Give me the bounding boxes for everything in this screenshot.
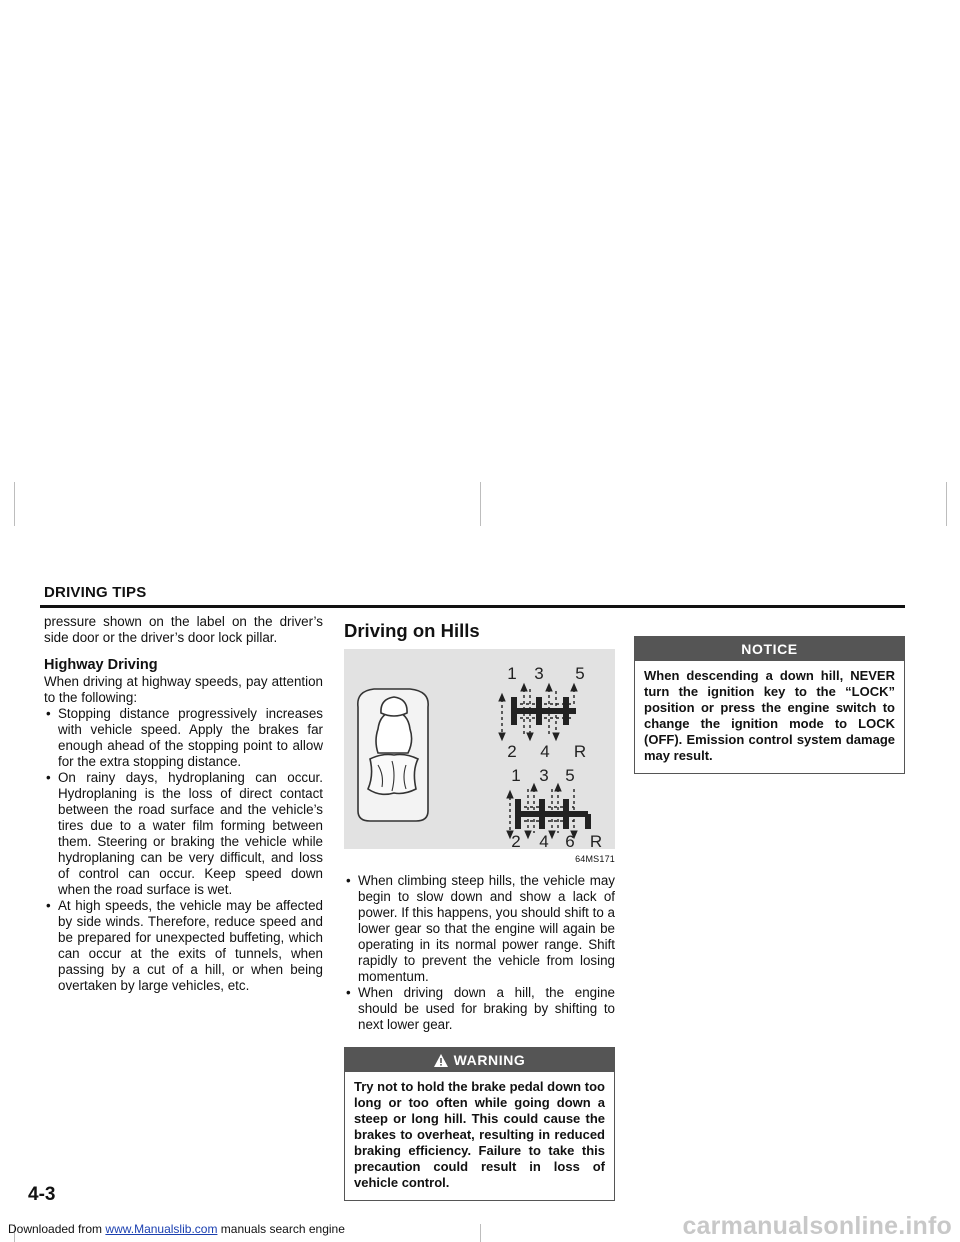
warning-header	[345, 1048, 614, 1072]
hills-bullets	[344, 873, 615, 1033]
warning-box	[344, 1047, 615, 1201]
column-left	[44, 614, 323, 994]
gear-shift-illustration	[344, 649, 615, 849]
gear-label: R	[589, 832, 603, 849]
header-rule	[40, 605, 905, 608]
crop-mark	[946, 482, 947, 526]
gear-label: 6	[565, 832, 575, 849]
gear-label: 5	[565, 766, 575, 785]
intro-paragraph: pressure shown on the label on the driver’s side door or the driver’s door lock pillar.	[44, 614, 323, 645]
gear-label: 4	[539, 832, 549, 849]
section-title: DRIVING TIPS	[44, 584, 147, 601]
gear-label: 4	[540, 742, 550, 761]
warning-label: WARNING	[453, 1052, 526, 1068]
highway-bullets	[44, 706, 323, 994]
highway-lead: When driving at highway speeds, pay attention to the following:	[44, 674, 323, 705]
manualslib-link[interactable]: www.Manualslib.com	[105, 1222, 218, 1236]
notice-box	[634, 636, 905, 774]
footer-suffix: manuals search engine	[220, 1222, 345, 1236]
list-item: • On rainy days, hydroplaning can occur. Hydroplaning is the loss of direct contact between the road surface and the vehicle’s tires due to a water film forming between them. Steering or braking the vehicle while hydroplaning can be very difficult, and loss of control can occur. Keep speed down when the road surface is wet.	[44, 770, 323, 898]
shift-pattern-5-speed	[499, 684, 577, 740]
list-item: • When climbing steep hills, the vehicle may begin to slow down and show a lack of power. If this happens, you should shift to a lower gear so that the engine will again be operating in its normal power range. Shift rapidly to prevent the vehicle from losing momentum.	[344, 873, 615, 985]
list-item: • When driving down a hill, the engine should be used for braking by shifting to next lower gear.	[344, 985, 615, 1033]
list-item: • Stopping distance progressively increases with vehicle speed. Apply the brakes far enough ahead of the stopping point to allow for the extra stopping distance.	[44, 706, 323, 770]
gear-label: 2	[511, 832, 521, 849]
warning-text: Try not to hold the brake pedal down too long or too often while going down a steep or long hill. This could cause the brakes to overheat, resulting in reduced braking efficiency. Failure to take this precaution could result in loss of vehicle control.	[354, 1079, 605, 1190]
footer-prefix: Downloaded from	[8, 1222, 103, 1236]
driving-on-hills-heading: Driving on Hills	[344, 620, 480, 641]
list-item: • At high speeds, the vehicle may be affected by side winds. Therefore, reduce speed and be prepared for unexpected buffeting, which can occur at the exits of tunnels, when passing by a cut of a hill, or when being overtaken by large vehicles, etc.	[44, 898, 323, 994]
gear-label: 5	[575, 664, 585, 683]
column-right	[634, 636, 905, 774]
gear-label: R	[573, 742, 587, 761]
page-number: 4-3	[28, 1184, 56, 1205]
crop-mark	[480, 1224, 481, 1242]
notice-text: When descending a down hill, NEVER turn the ignition key to the “LOCK” position or press the engine switch to change the ignition mode to LOCK (OFF). Emission control system damage may result.	[644, 668, 895, 763]
gear-label: 3	[539, 766, 549, 785]
shift-knob-icon	[358, 689, 428, 821]
figure-caption: 64MS171	[575, 854, 615, 864]
notice-label: NOTICE	[635, 637, 904, 661]
crop-mark	[14, 482, 15, 526]
download-footer	[8, 1222, 345, 1236]
crop-mark	[480, 482, 481, 526]
gear-label: 3	[534, 664, 544, 683]
shift-pattern-figure	[344, 649, 615, 849]
shift-pattern-6-speed	[507, 784, 588, 838]
highway-driving-heading: Highway Driving	[44, 657, 158, 673]
column-middle	[344, 620, 615, 1201]
watermark: carmanualsonline.info	[682, 1212, 952, 1240]
gear-label: 1	[507, 664, 517, 683]
warning-triangle-icon	[434, 1054, 448, 1067]
gear-label: 2	[507, 742, 517, 761]
gear-label: 1	[511, 766, 521, 785]
